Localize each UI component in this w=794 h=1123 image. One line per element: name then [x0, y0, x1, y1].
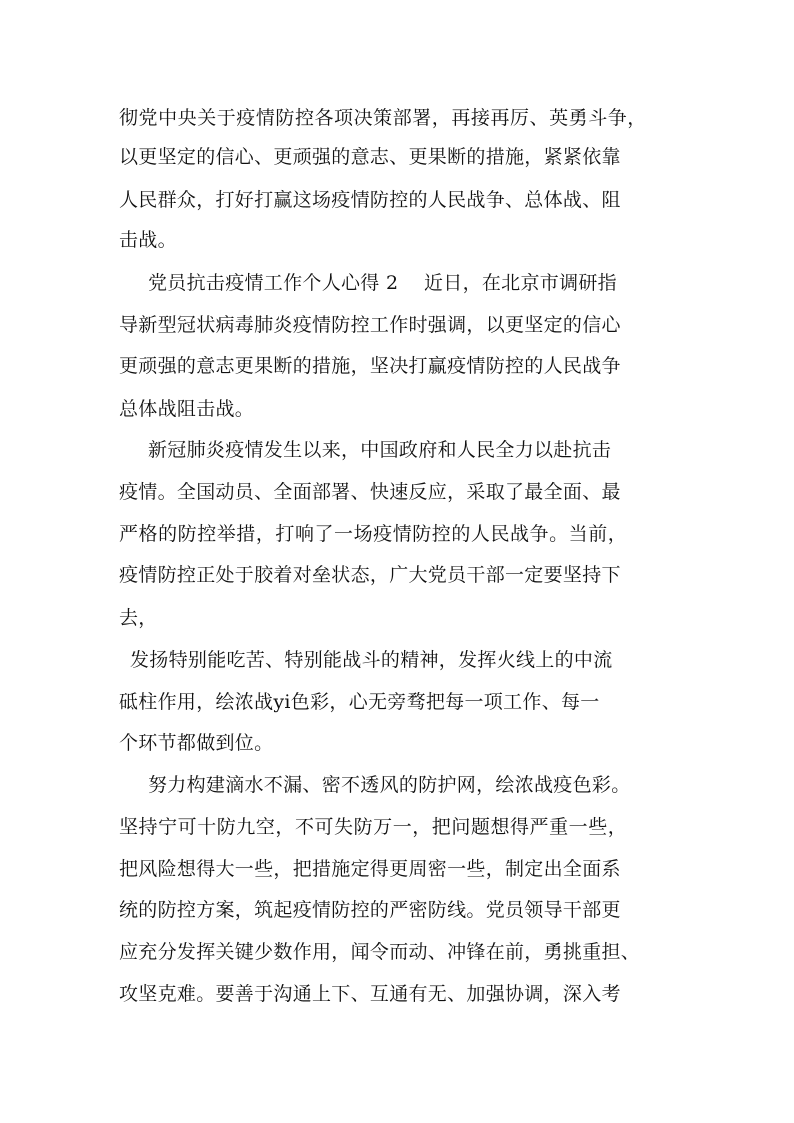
text-line: 努力构建滴水不漏、密不透风的防护网，绘浓战疫色彩。 [148, 774, 631, 796]
text-line: 彻党中央关于疫情防控各项决策部署，再接再厉、英勇斗争， [119, 107, 647, 129]
text-line: 更顽强的意志更果断的措施，坚决打赢疫情防控的人民战争 [119, 355, 621, 377]
text-line: 坚持宁可十防九空，不可失防万一，把问题想得严重一些， [119, 816, 628, 838]
text-line: 去， [119, 607, 158, 629]
text-line: 应充分发挥关键少数作用，闻令而动、冲锋在前，勇挑重担、 [119, 941, 641, 963]
text-line: 统的防控方案，筑起疫情防控的严密防线。党员领导干部更 [119, 899, 621, 921]
text-line: 击战。 [119, 229, 177, 251]
text-line: 疫情。全国动员、全面部署、快速反应，采取了最全面、最 [119, 481, 621, 503]
text-line: 新冠肺炎疫情发生以来，中国政府和人民全力以赴抗击 [148, 439, 612, 461]
text-line: 疫情防控正处于胶着对垒状态，广大党员干部一定要坚持下 [119, 564, 621, 586]
text-line: 党员抗击疫情工作个人心得 2 近日，在北京市调研指 [148, 272, 617, 294]
text-line: 个环节都做到位。 [119, 732, 274, 754]
text-line: 人民群众，打好打赢这场疫情防控的人民战争、总体战、阻 [119, 189, 621, 211]
text-line: 攻坚克难。要善于沟通上下、互通有无、加强协调，深入考 [119, 983, 621, 1005]
text-line: 把风险想得大一些，把措施定得更周密一些，制定出全面系 [119, 858, 621, 880]
text-line: 砥柱作用，绘浓战yi色彩，心无旁骛把每一项工作、每一 [119, 691, 600, 713]
text-line: 发扬特别能吃苦、特别能战斗的精神，发挥火线上的中流 [130, 649, 613, 671]
text-line: 严格的防控举措，打响了一场疫情防控的人民战争。当前， [119, 523, 628, 545]
text-line: 导新型冠状病毒肺炎疫情防控工作时强调，以更坚定的信心 [119, 314, 621, 336]
text-line: 以更坚定的信心、更顽强的意志、更果断的措施，紧紧依靠 [119, 146, 621, 168]
text-line: 总体战阻击战。 [119, 398, 255, 420]
